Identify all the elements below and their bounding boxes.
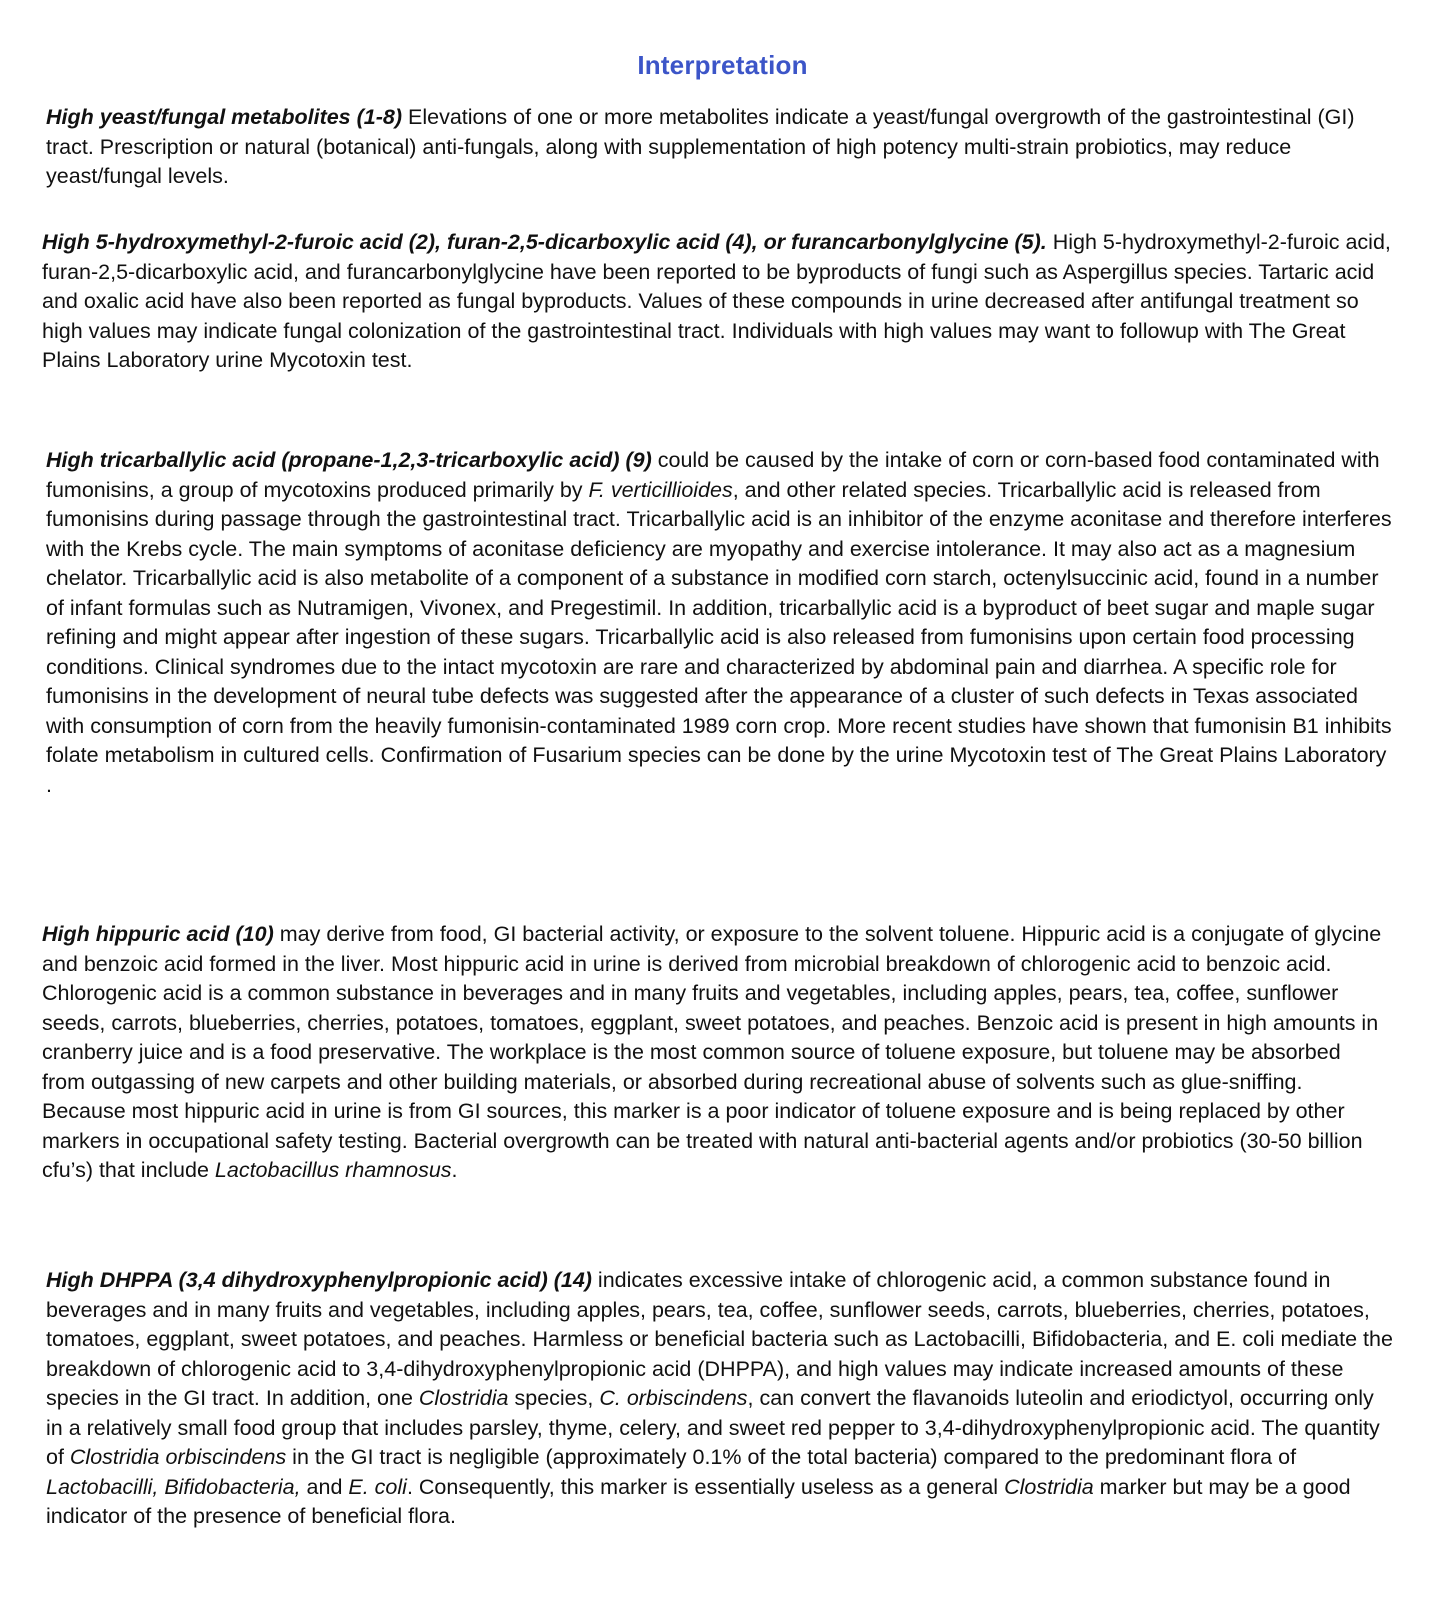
italic-term: Lactobacilli, Bifidobacteria, xyxy=(46,1474,301,1499)
paragraph-text: . Consequently, this marker is essentially useless as a general xyxy=(406,1474,1005,1499)
paragraph-lead: High tricarballylic acid (propane-1,2,3-tricarboxylic acid) (9) xyxy=(46,448,652,472)
italic-term: Clostridia xyxy=(1004,1474,1094,1499)
italic-term: F. verticillioides xyxy=(588,477,733,502)
paragraph-furoic-acid xyxy=(42,228,1392,376)
paragraph-hippuric-acid xyxy=(42,920,1382,1186)
paragraph-lead: High DHPPA (3,4 dihydroxyphenylpropionic acid) (14) xyxy=(46,1268,592,1292)
paragraph-text: High 5-hydroxymethyl-2-furoic acid, furan-2,5-dicarboxylic acid, and furancarbonylglycine have been reported to be byproducts of fungi such as Aspergillus species. Tartaric acid and oxalic acid have also been reported as fungal byproducts. Values of these compounds in urine decreased after antifungal treatment so high values may indicate fungal colonization of the gastrointestinal tract. Individuals with high values may want to followup with The Great Plains Laboratory urine Mycotoxin test. xyxy=(42,230,1391,372)
paragraph-text: could be caused by the intake of corn or corn-based food contaminated with fumonisins, a group of mycotoxins produced primarily by xyxy=(46,448,1380,502)
italic-term: Clostridia orbiscindens xyxy=(69,1445,287,1469)
paragraph-text: , can convert the flavanoids luteolin and eriodictyol, occurring only in a relatively small food group that includes parsley, thyme, celery, and sweet red pepper to 3,4-dihydroxyphenylpropionic acid. The quantity of xyxy=(46,1386,1380,1469)
paragraph-lead: High yeast/fungal metabolites (1-8) xyxy=(46,105,403,129)
paragraph-text: Elevations of one or more metabolites indicate a yeast/fungal overgrowth of the gastrointestinal (GI) tract. Prescription or natural (botanical) anti-fungals, along with supplementation of high potency multi-strain probiotics, may reduce yeast/fungal levels. xyxy=(46,105,1355,188)
paragraph-yeast-fungal xyxy=(46,103,1376,192)
italic-term: Lactobacillus rhamnosus xyxy=(214,1158,452,1182)
paragraph-tricarballylic-acid xyxy=(46,446,1396,800)
paragraph-text: in the GI tract is negligible (approximately 0.1% of the total bacteria) compared to the predominant flora of xyxy=(286,1445,1297,1469)
italic-term: C. orbiscindens xyxy=(599,1386,748,1410)
italic-term: Clostridia xyxy=(418,1386,509,1410)
paragraph-text: species, xyxy=(508,1386,600,1410)
paragraph-text: , and other related species. Tricarballylic acid is released from fumonisins during passage through the gastrointestinal tract. Tricarballylic acid is an inhibitor of the enzyme aconitase and therefore interferes with the Krebs cycle. The main symptoms of aconitase deficiency are myopathy and exercise intolerance. It may also act as a magnesium chelator. Tricarballylic acid is also metabolite of a component of a substance in modified corn starch, octenylsuccinic acid, found in a number of infant formulas such as Nutramigen, Vivonex, and Pregestimil. In addition, tricarballylic acid is a byproduct of beet sugar and maple sugar refining and might appear after ingestion of these sugars. Tricarballylic acid is also released from fumonisins upon certain food processing conditions. Clinical syndromes due to the intact mycotoxin are rare and characterized by abdominal pain and diarrhea. A specific role for fumonisins in the development of neural tube defects was suggested after the appearance of a cluster of such defects in Texas associated with consumption of corn from the heavily fumonisin-contaminated 1989 corn crop. More recent studies have shown that fumonisin B1 inhibits folate metabolism in cultured cells. Confirmation of Fusarium species can be done by the urine Mycotoxin test of The Great Plains Laboratory . xyxy=(46,477,1392,797)
paragraph-text: and xyxy=(300,1474,349,1499)
paragraph-lead: High hippuric acid (10) xyxy=(42,922,274,946)
paragraph-text: may derive from food, GI bacterial activity, or exposure to the solvent toluene. Hippuric acid is a conjugate of glycine and benzoic acid formed in the liver. Most hippuric acid in urine is derived from microbial breakdown of chlorogenic acid to benzoic acid. Chlorogenic acid is a common substance in beverages and in many fruits and vegetables, including apples, pears, tea, coffee, sunflower seeds, carrots, blueberries, cherries, potatoes, tomatoes, eggplant, sweet potatoes, and peaches. Benzoic acid is present in high amounts in cranberry juice and is a food preservative. The workplace is the most common source of toluene exposure, but toluene may be absorbed from outgassing of new carpets and other building materials, or absorbed during recreational abuse of solvents such as glue-sniffing. Because most hippuric acid in urine is from GI sources, this marker is a poor indicator of toluene exposure and is being replaced by other markers in occupational safety testing. Bacterial overgrowth can be treated with natural anti-bacterial agents and/or probiotics (30-50 billion cfu’s) that include xyxy=(42,922,1382,1182)
paragraph-text: marker but may be a good indicator of the presence of beneficial flora. xyxy=(46,1474,1351,1528)
italic-term: E. coli xyxy=(348,1474,407,1499)
paragraph-text: indicates excessive intake of chlorogenic acid, a common substance found in beverages and in many fruits and vegetables, including apples, pears, tea, coffee, sunflower seeds, carrots, blueberries, cherries, potatoes, tomatoes, eggplant, sweet potatoes, and peaches. Harmless or beneficial bacteria such as Lactobacilli, Bifidobacteria, and E. coli mediate the breakdown of chlorogenic acid to 3,4-dihydroxyphenylpropionic acid (DHPPA), and high values may indicate increased amounts of these species in the GI tract. In addition, one xyxy=(46,1268,1393,1410)
paragraph-dhppa xyxy=(46,1266,1396,1532)
page-title: Interpretation xyxy=(637,50,808,80)
paragraph-text: . xyxy=(451,1158,458,1182)
paragraph-lead: High 5-hydroxymethyl-2-furoic acid (2), furan-2,5-dicarboxylic acid (4), or furancarbonylglycine (5). xyxy=(42,230,1047,254)
